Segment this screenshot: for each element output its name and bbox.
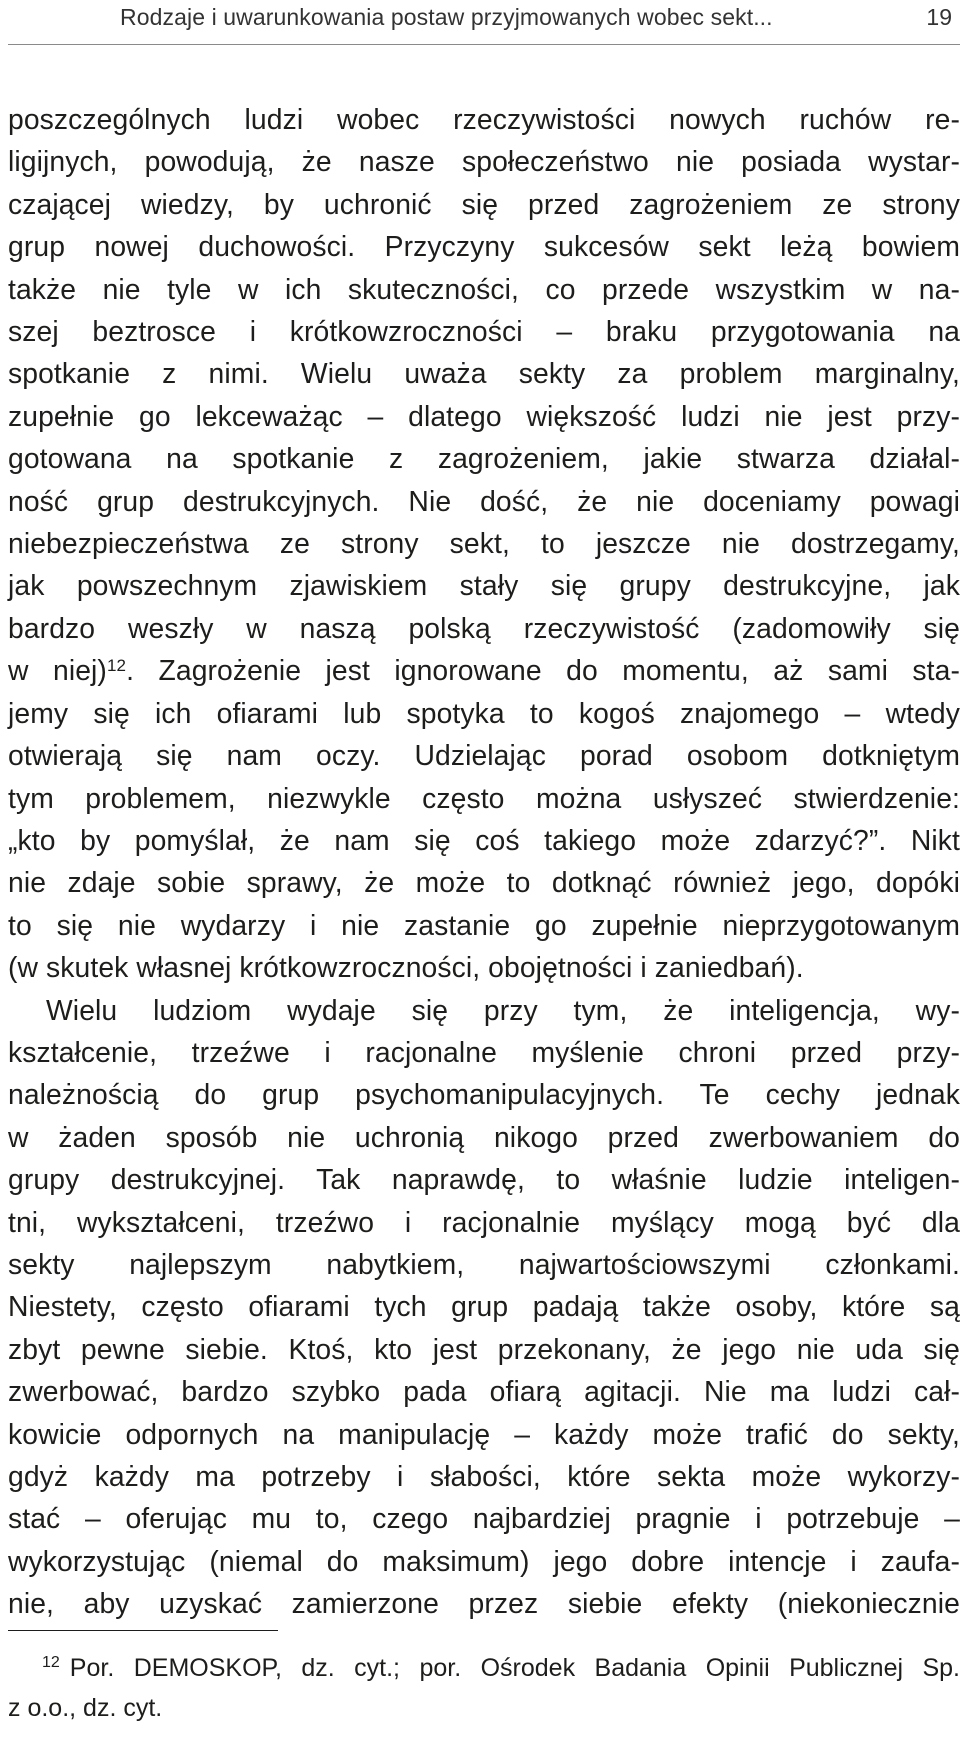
- page-header: [8, 0, 960, 45]
- footnote-text: Por. DEMOSKOP, dz. cyt.; por. Ośrodek Badania Opinii Publicznej Sp.: [69, 1654, 960, 1682]
- footnote: [8, 1648, 960, 1728]
- text-line: tni, wykształceni, trzeźwo i racjonalnie myślący mogą być dla: [8, 1205, 960, 1238]
- text-line: (w skutek własnej krótkowzroczności, obojętności i zaniedbań).: [8, 951, 804, 984]
- text-line: należnością do grup psychomanipulacyjnych. Te cechy jednak: [8, 1078, 960, 1111]
- text-line: jemy się ich ofiarami lub spotyka to kogoś znajomego – wtedy: [8, 696, 960, 729]
- paragraph-2: [8, 989, 960, 1625]
- text-line: nie, aby uzyskać zamierzone przez siebie efekty (niekoniecznie: [8, 1587, 960, 1620]
- text-segment: . Zagrożenie jest ignorowane do momentu, aż sami sta-: [126, 654, 960, 687]
- text-line: zbyt pewne siebie. Ktoś, kto jest przekonany, że jego nie uda się: [8, 1332, 960, 1365]
- text-line: niebezpieczeństwa ze strony sekt, to jeszcze nie dostrzegamy,: [8, 527, 960, 560]
- text-line: w żaden sposób nie uchronią nikogo przed zwerbowaniem do: [8, 1120, 960, 1153]
- text-line: wykorzystując (niemal do maksimum) jego dobre intencje i zaufa-: [8, 1544, 960, 1577]
- footnote-ref: 12: [106, 656, 127, 676]
- text-line: kształcenie, trzeźwe i racjonalne myślenie chroni przed przy-: [8, 1035, 960, 1068]
- footnote-line: z o.o., dz. cyt.: [8, 1694, 163, 1722]
- text-line: bardzo weszły w naszą polską rzeczywistość (zadomowiły się: [8, 611, 960, 644]
- text-line: jak powszechnym zjawiskiem stały się grupy destrukcyjne, jak: [8, 569, 960, 602]
- text-line: zwerbować, bardzo szybko pada ofiarą agitacji. Nie ma ludzi cał-: [8, 1375, 960, 1408]
- text-line: otwierają się nam oczy. Udzielając porad osobom dotkniętym: [8, 739, 960, 772]
- footnote-rule: [8, 1630, 278, 1631]
- text-line: poszczególnych ludzi wobec rzeczywistości nowych ruchów re-: [8, 103, 960, 135]
- text-line: tym problemem, niezwykle często można usłyszeć stwierdzenie:: [8, 781, 960, 814]
- text-line: Wielu ludziom wydaje się przy tym, że inteligencja, wy-: [46, 993, 960, 1026]
- text-line: kowicie odpornych na manipulację – każdy może trafić do sekty,: [8, 1417, 960, 1450]
- text-line: spotkanie z nimi. Wielu uważa sekty za problem marginalny,: [8, 357, 960, 390]
- text-line: sekty najlepszym nabytkiem, najwartościowszymi członkami.: [8, 1247, 960, 1280]
- text-line: grupy destrukcyjnej. Tak naprawdę, to właśnie ludzie inteligen-: [8, 1163, 960, 1196]
- text-line: ligijnych, powodują, że nasze społeczeństwo nie posiada wystar-: [8, 145, 960, 178]
- text-line: nie zdaje sobie sprawy, że może to dotknąć również jego, dopóki: [8, 866, 960, 899]
- text-line: szej beztrosce i krótkowzroczności – braku przygotowania na: [8, 315, 960, 348]
- running-head: Rodzaje i uwarunkowania postaw przyjmowanych wobec sekt...: [120, 4, 773, 30]
- body-text: [8, 98, 960, 1625]
- text-line: także nie tyle w ich skuteczności, co przede wszystkim w na-: [8, 272, 960, 305]
- text-line: ność grup destrukcyjnych. Nie dość, że nie doceniamy powagi: [8, 484, 960, 517]
- text-line: zupełnie go lekceważąc – dlatego większość ludzi nie jest przy-: [8, 399, 960, 432]
- footnote-line: [8, 1648, 960, 1688]
- text-line: stać – oferując mu to, czego najbardziej pragnie i potrzebuje –: [8, 1502, 960, 1535]
- text-line: gdyż każdy ma potrzeby i słabości, które sekta może wykorzy-: [8, 1460, 960, 1492]
- text-line: grup nowej duchowości. Przyczyny sukcesów sekt leżą bowiem: [8, 230, 960, 263]
- paragraph-1: [8, 98, 960, 989]
- text-line-with-footnote-ref: [8, 649, 960, 691]
- page-number: 19: [926, 4, 952, 30]
- text-line: gotowana na spotkanie z zagrożeniem, jakie stwarza działal-: [8, 442, 960, 475]
- text-line: Niestety, często ofiarami tych grup padają także osoby, które są: [8, 1290, 960, 1323]
- text-line: to się nie wydarzy i nie zastanie go zupełnie nieprzygotowanym: [8, 908, 960, 941]
- text-segment: w niej): [8, 654, 107, 687]
- text-line: „kto by pomyślał, że nam się coś takiego może zdarzyć?”. Nikt: [8, 823, 960, 856]
- text-line: czającej wiedzy, by uchronić się przed zagrożeniem ze strony: [8, 187, 960, 220]
- footnote-number: 12: [42, 1654, 60, 1671]
